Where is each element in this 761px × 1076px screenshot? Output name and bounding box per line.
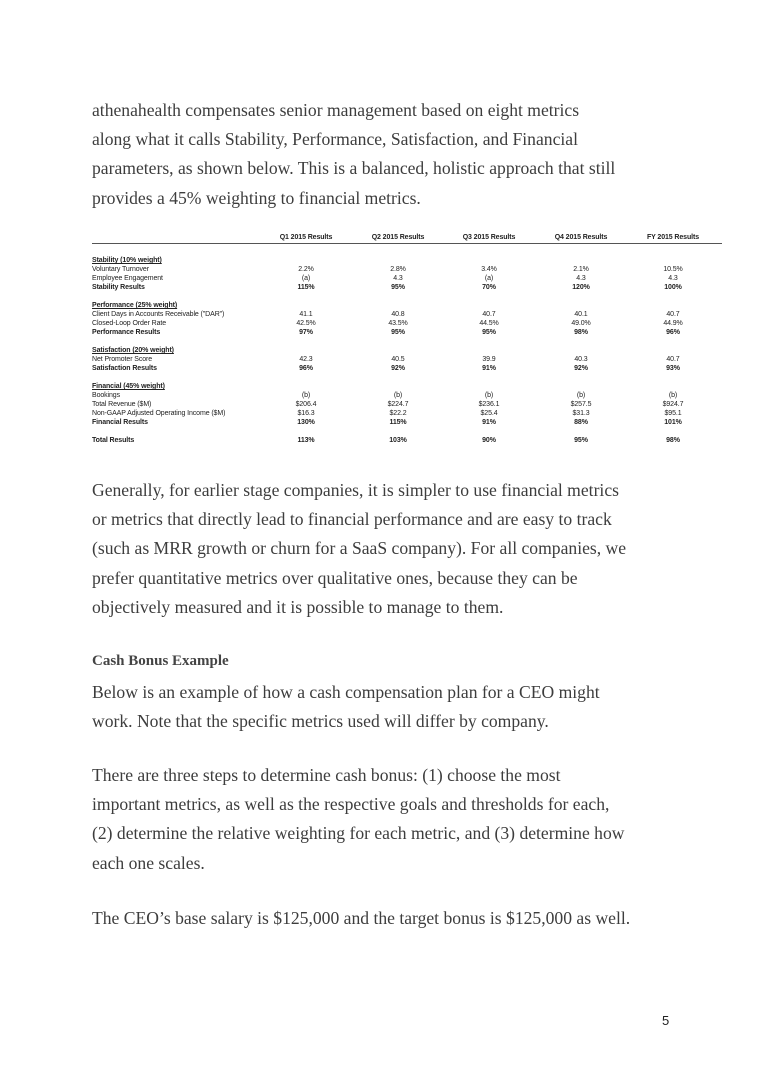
row-label: Client Days in Accounts Receivable ("DAR") <box>92 311 225 318</box>
cell-value: 95% <box>574 437 588 444</box>
cell-value: 42.3 <box>299 356 313 363</box>
cell-value: 40.5 <box>391 356 405 363</box>
cell-value: 4.3 <box>393 275 403 282</box>
row-label: Total Results <box>92 437 135 444</box>
cell-value: 92% <box>391 365 405 372</box>
row-label: Stability Results <box>92 284 145 291</box>
cell-value: 2.1% <box>573 266 589 273</box>
cell-value: 49.0% <box>571 320 591 327</box>
row-label: Voluntary Turnover <box>92 266 149 273</box>
cell-value: $31.3 <box>572 410 590 417</box>
cell-value: 42.5% <box>296 320 316 327</box>
section-title: Stability (10% weight) <box>92 257 162 264</box>
cell-value: 40.8 <box>391 311 405 318</box>
cell-value: 96% <box>666 329 680 336</box>
cell-value: 40.1 <box>574 311 588 318</box>
table-row <box>92 355 722 364</box>
cell-value: (b) <box>393 392 403 399</box>
cell-value: 100% <box>664 284 682 291</box>
cell-value: (b) <box>484 392 494 399</box>
cell-value: 44.5% <box>479 320 499 327</box>
total-results-row <box>92 436 722 445</box>
row-label: Non-GAAP Adjusted Operating Income ($M) <box>92 410 226 417</box>
cell-value: 101% <box>664 419 682 426</box>
cell-value: 91% <box>482 419 496 426</box>
table-header-row <box>92 232 722 244</box>
table-row <box>92 400 722 409</box>
generally-paragraph: Generally, for earlier stage companies, it is simpler to use financial metrics or metrics that directly lead to financial performance and are easy to track (such as MRR growth or churn for a SaaS company). For all companies, we prefer quantitative metrics over qualitative ones, because they can be objectively measured and it is possible to manage to them. <box>92 480 627 617</box>
cell-value: $16.3 <box>297 410 315 417</box>
column-header: Q2 2015 Results <box>371 234 425 241</box>
row-label: Bookings <box>92 392 120 399</box>
cell-value: (b) <box>668 392 678 399</box>
section-heading: Cash Bonus Example <box>92 653 229 669</box>
cell-value: 43.5% <box>388 320 408 327</box>
results-row <box>92 418 722 427</box>
section-title: Performance (25% weight) <box>92 302 178 309</box>
table-row <box>92 391 722 400</box>
results-row <box>92 364 722 373</box>
row-label: Financial Results <box>92 419 148 426</box>
cell-value: 2.2% <box>298 266 314 273</box>
results-row <box>92 283 722 292</box>
cell-value: $924.7 <box>662 401 684 408</box>
cell-value: 39.9 <box>482 356 496 363</box>
cell-value: 40.7 <box>482 311 496 318</box>
cell-value: 95% <box>391 329 405 336</box>
table-row <box>92 319 722 328</box>
cell-value: 40.7 <box>666 356 680 363</box>
cell-value: 40.3 <box>574 356 588 363</box>
section-title: Financial (45% weight) <box>92 383 165 390</box>
column-header: Q1 2015 Results <box>279 234 333 241</box>
metrics-table <box>92 232 722 445</box>
table-row <box>92 310 722 319</box>
table-row <box>92 409 722 418</box>
cell-value: 120% <box>572 284 590 291</box>
column-header: Q3 2015 Results <box>462 234 516 241</box>
table-section <box>92 301 722 337</box>
row-label: Employee Engagement <box>92 275 163 282</box>
cell-value: 10.5% <box>663 266 683 273</box>
cell-value: $206.4 <box>295 401 317 408</box>
page-number: 5 <box>662 1013 670 1028</box>
example-paragraph: Below is an example of how a cash compensation plan for a CEO might work. Note that the specific metrics used will differ by company. <box>92 682 600 732</box>
results-row <box>92 328 722 337</box>
cell-value: 115% <box>297 284 315 291</box>
cell-value: 113% <box>297 437 315 444</box>
cell-value: 41.1 <box>299 311 313 318</box>
cell-value: $25.4 <box>480 410 498 417</box>
cell-value: 70% <box>482 284 496 291</box>
steps-paragraph: There are three steps to determine cash bonus: (1) choose the most important metrics, as well as the respective goals and thresholds for each, (2) determine the relative weighting for each metric, and (3) determine how each one scales. <box>92 765 625 873</box>
cell-value: 95% <box>482 329 496 336</box>
cell-value: 115% <box>389 419 407 426</box>
cell-value: 4.3 <box>668 275 678 282</box>
cell-value: $236.1 <box>478 401 500 408</box>
cell-value: 97% <box>299 329 313 336</box>
cell-value: 98% <box>666 437 680 444</box>
cell-value: (a) <box>301 275 311 282</box>
column-header: Q4 2015 Results <box>554 234 608 241</box>
row-label: Performance Results <box>92 329 161 336</box>
cell-value: 40.7 <box>666 311 680 318</box>
cell-value: $95.1 <box>664 410 682 417</box>
table-section <box>92 382 722 427</box>
cell-value: $22.2 <box>389 410 407 417</box>
cell-value: 92% <box>574 365 588 372</box>
table-section <box>92 256 722 292</box>
table-row <box>92 274 722 283</box>
cell-value: 96% <box>299 365 313 372</box>
cell-value: (b) <box>576 392 586 399</box>
cell-value: 4.3 <box>576 275 586 282</box>
cell-value: 3.4% <box>481 266 497 273</box>
section-title: Satisfaction (20% weight) <box>92 347 174 354</box>
cell-value: (b) <box>301 392 311 399</box>
cell-value: 2.8% <box>390 266 406 273</box>
cell-value: 44.9% <box>663 320 683 327</box>
table-row <box>92 265 722 274</box>
cell-value: 91% <box>482 365 496 372</box>
cell-value: 90% <box>482 437 496 444</box>
column-header: FY 2015 Results <box>646 234 700 241</box>
cell-value: 130% <box>297 419 315 426</box>
row-label: Total Revenue ($M) <box>92 401 152 408</box>
cell-value: $257.5 <box>570 401 592 408</box>
table-section <box>92 346 722 373</box>
intro-paragraph: athenahealth compensates senior management based on eight metrics along what it calls Stability, Performance, Satisfaction, and Financial parameters, as shown below. This is a balanced, holistic approach that still provides a 45% weighting to financial metrics. <box>92 100 616 208</box>
salary-paragraph: The CEO’s base salary is $125,000 and the target bonus is $125,000 as well. <box>92 908 631 928</box>
cell-value: $224.7 <box>387 401 409 408</box>
row-label: Satisfaction Results <box>92 365 157 372</box>
table-body <box>92 256 722 427</box>
cell-value: 103% <box>389 437 407 444</box>
cell-value: 95% <box>391 284 405 291</box>
cell-value: 98% <box>574 329 588 336</box>
row-label: Net Promoter Score <box>92 356 153 363</box>
cell-value: (a) <box>484 275 494 282</box>
cell-value: 93% <box>666 365 680 372</box>
row-label: Closed-Loop Order Rate <box>92 320 167 327</box>
cell-value: 88% <box>574 419 588 426</box>
